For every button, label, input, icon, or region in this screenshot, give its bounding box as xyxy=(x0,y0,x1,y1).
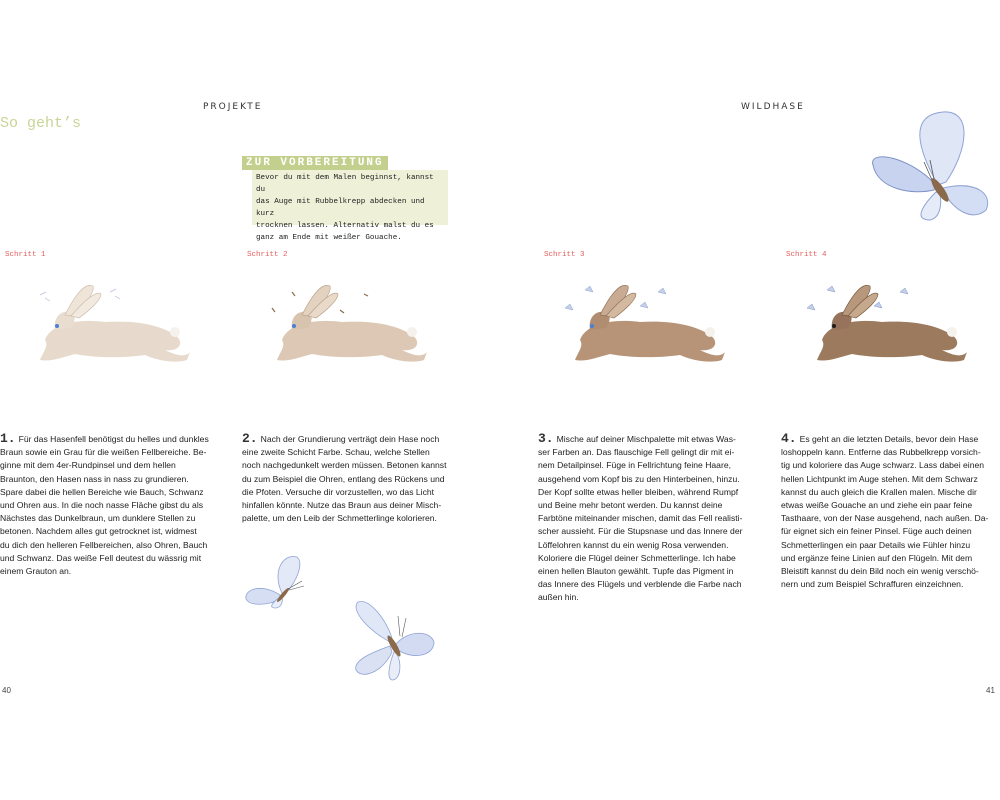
step-line: Bleistift kannst du dein Bild noch ein wenig verschö- xyxy=(781,566,979,577)
step-line: scher aussieht. Für die Stupsnase und das Innere der xyxy=(538,526,743,537)
preparation-body xyxy=(252,170,448,242)
step-line: eine zweite Schicht Farbe. Schau, welche Stellen xyxy=(242,447,430,458)
step-line: hellen Lichtpunkt im Auge stehen. Mit dem Schwarz xyxy=(781,473,978,484)
step-line: Spare dabei die hellen Bereiche wie Bauch, Schwanz xyxy=(0,486,204,497)
step-line: Nach der Grundierung verträgt dein Hase noch xyxy=(260,434,440,444)
step-line: tig und koloriere das Auge schwarz. Lass dabei einen xyxy=(781,460,985,471)
step-label-4: Schritt 4 xyxy=(786,251,827,259)
preparation-line: Bevor du mit dem Malen beginnst, kannst du xyxy=(256,174,434,194)
step-line: palette, um den Leib der Schmetterlinge kolorieren. xyxy=(242,513,437,524)
butterfly-illustration-small xyxy=(242,553,312,608)
step-line: einem Grauton an. xyxy=(0,566,72,577)
preparation-title: ZUR VORBEREITUNG xyxy=(242,156,388,170)
step-line: Der Kopf sollte etwas heller bleiben, während Rumpf xyxy=(538,486,739,497)
step-line: Mische auf deiner Mischpalette mit etwas Was- xyxy=(556,434,736,444)
section-title: So geht’s xyxy=(0,115,82,132)
butterfly-illustration-medium xyxy=(348,600,436,682)
step-line: nern und zum Beispiel Schraffuren einzeichnen. xyxy=(781,579,964,590)
step-line: du dich den helleren Fellbereichen, also Ohren, Bauch xyxy=(0,539,208,550)
step-line: nem Detailpinsel. Füge in Fellrichtung feine Haare, xyxy=(538,460,731,471)
step-text-2 xyxy=(242,432,464,525)
step-text-1 xyxy=(0,432,222,578)
step-line: hinfallen könnte. Nutze das Braun aus deiner Misch- xyxy=(242,500,442,511)
page-number-left: 40 xyxy=(2,686,11,695)
preparation-line: das Auge mit Rubbelkrepp abdecken und kurz xyxy=(256,198,425,218)
step-line: und ergänze feine Linien auf den Flügeln. Mit dem xyxy=(781,552,973,563)
step-label-2: Schritt 2 xyxy=(247,251,288,259)
butterfly-illustration-large xyxy=(868,110,998,225)
step-line: außen hin. xyxy=(538,592,579,603)
step-line: Tasthaare, von der Nase ausgehend, nach außen. Da- xyxy=(781,513,989,524)
preparation-box xyxy=(242,152,448,242)
step-line: für eignet sich ein feiner Pinsel. Füge auch deinen xyxy=(781,526,972,537)
step-line: und Beine mehr betont werden. Du kannst deine xyxy=(538,500,723,511)
step-text-4 xyxy=(781,432,996,591)
step-line: die Pfoten. Versuche dir vorzustellen, wo das Licht xyxy=(242,486,435,497)
running-header-left: PROJEKTE xyxy=(203,102,263,112)
step-line: Braun sowie ein Grau für die weißen Fellbereiche. Be- xyxy=(0,447,207,458)
step-label-1: Schritt 1 xyxy=(5,251,46,259)
preparation-line: trocknen lassen. Alternativ malst du es xyxy=(256,222,434,230)
step-line: ginne mit dem 4er-Rundpinsel und dem hellen xyxy=(0,460,176,471)
step-line: das Innere des Flügels und verblende die Farbe nach xyxy=(538,579,742,590)
step-line: und Schwanz. Das weiße Fell deutest du wässrig mit xyxy=(0,552,202,563)
step-line: loshoppeln kann. Entferne das Rubbelkrepp vorsich- xyxy=(781,447,981,458)
step-number: 4. xyxy=(781,431,797,446)
running-header-right: WILDHASE xyxy=(741,102,805,112)
step-line: betonen. Nachdem alles gut getrocknet ist, widmest xyxy=(0,526,197,537)
step-line: ausgehend vom Kopf bis zu den Hinterbeinen, hinzu. xyxy=(538,473,740,484)
step-number: 2. xyxy=(242,431,258,446)
step-line: Für das Hasenfell benötigst du helles und dunkles xyxy=(18,434,209,444)
step-text-3 xyxy=(538,432,760,605)
step-line: Farbtöne miteinander mischen, damit das Fell realisti- xyxy=(538,513,743,524)
step-line: einen hellen Blauton gewählt. Tupfe das Pigment in xyxy=(538,566,734,577)
page-number-right: 41 xyxy=(986,686,995,695)
step-line: Es geht an die letzten Details, bevor dein Hase xyxy=(799,434,979,444)
step-line: Schmetterlingen ein paar Details wie Fühler hinzu xyxy=(781,539,971,550)
step-line: noch nachgedunkelt werden müssen. Betonen kannst xyxy=(242,460,447,471)
hare-illustration-step-3 xyxy=(570,280,735,375)
step-line: und Ohren aus. In die noch nasse Fläche gibst du als xyxy=(0,500,204,511)
hare-illustration-step-2 xyxy=(272,280,437,375)
step-label-3: Schritt 3 xyxy=(544,251,585,259)
hare-illustration-step-4 xyxy=(812,280,977,375)
step-line: kannst du auch gleich die Krallen malen. Mische dir xyxy=(781,486,977,497)
preparation-line: ganz am Ende mit weißer Gouache. xyxy=(256,234,402,242)
hare-illustration-step-1 xyxy=(35,280,200,375)
step-line: du zum Beispiel die Ohren, entlang des Rückens und xyxy=(242,473,445,484)
step-line: ser Farben an. Das flauschige Fell gelingt dir mit ei- xyxy=(538,447,735,458)
step-line: Nächstes das Dunkelbraun, um dunklere Stellen zu xyxy=(0,513,196,524)
step-line: Braunton, den Hasen nass in nass zu grundieren. xyxy=(0,473,189,484)
step-number: 3. xyxy=(538,431,554,446)
step-line: Löffelohren kannst du ein wenig Rosa verwenden. xyxy=(538,539,729,550)
step-line: etwas weiße Gouache an und ziehe ein paar feine xyxy=(781,500,973,511)
step-number: 1. xyxy=(0,431,16,446)
step-line: Koloriere die Flügel deiner Schmetterlinge. Ich habe xyxy=(538,552,736,563)
